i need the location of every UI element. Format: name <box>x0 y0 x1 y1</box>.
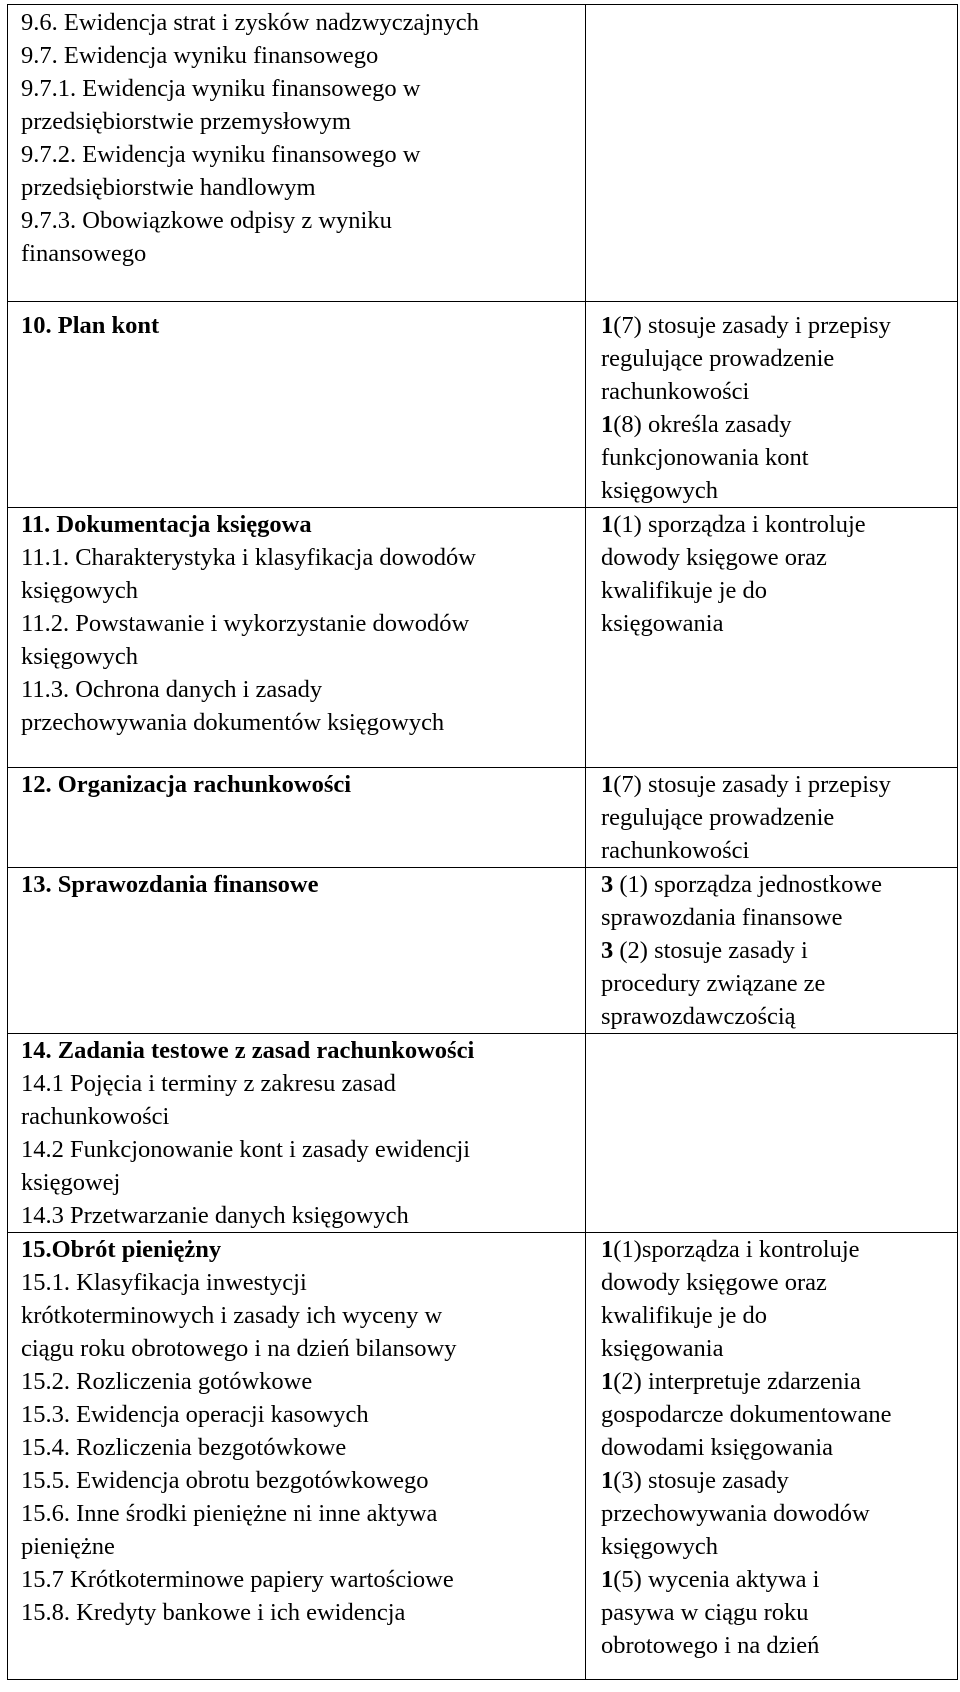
topic-line: 9.7.2. Ewidencja wyniku finansowego w <box>21 141 421 168</box>
outcome-line: 3 (1) sporządza jednostkowe <box>601 871 882 898</box>
topics-cell <box>8 5 586 302</box>
outcomes-cell <box>586 5 958 302</box>
outcomes-cell <box>586 768 958 868</box>
outcome-line: procedury związane ze <box>601 970 826 997</box>
document-page <box>7 4 957 1680</box>
outcome-line: funkcjonowania kont <box>601 444 809 471</box>
topic-line: 15.5. Ewidencja obrotu bezgotówkowego <box>21 1467 429 1494</box>
outcomes-cell <box>586 868 958 1034</box>
section-title: 15.Obrót pieniężny <box>21 1236 222 1263</box>
topic-line: rachunkowości <box>21 1103 170 1130</box>
outcomes-cell <box>586 302 958 508</box>
table-row <box>8 5 958 302</box>
topic-line: 14.3 Przetwarzanie danych księgowych <box>21 1202 409 1229</box>
topic-line: 9.6. Ewidencja strat i zysków nadzwyczajnych <box>21 9 479 36</box>
section-title: 14. Zadania testowe z zasad rachunkowości <box>21 1037 475 1064</box>
outcome-line: 1(5) wycenia aktywa i <box>601 1566 820 1593</box>
outcome-line: 1(8) określa zasady <box>601 411 792 438</box>
topic-line: 15.1. Klasyfikacja inwestycji <box>21 1269 307 1296</box>
topic-line: 15.3. Ewidencja operacji kasowych <box>21 1401 369 1428</box>
topic-line: 9.7. Ewidencja wyniku finansowego <box>21 42 379 69</box>
outcome-line: pasywa w ciągu roku <box>601 1599 809 1626</box>
outcomes-cell <box>586 508 958 768</box>
outcome-line: księgowania <box>601 610 724 637</box>
table-row <box>8 1034 958 1233</box>
topic-line: księgowych <box>21 643 139 670</box>
outcome-line: dowody księgowe oraz <box>601 544 827 571</box>
topic-line: 15.7 Krótkoterminowe papiery wartościowe <box>21 1566 454 1593</box>
outcome-line: obrotowego i na dzień <box>601 1632 820 1659</box>
outcome-line: regulujące prowadzenie <box>601 345 835 372</box>
topic-line: 11.1. Charakterystyka i klasyfikacja dowodów <box>21 544 476 571</box>
topic-line: 15.4. Rozliczenia bezgotówkowe <box>21 1434 347 1461</box>
topic-line: pieniężne <box>21 1533 115 1560</box>
outcome-line: regulujące prowadzenie <box>601 804 835 831</box>
outcome-line: księgowych <box>601 1533 719 1560</box>
topic-line: 9.7.3. Obowiązkowe odpisy z wyniku <box>21 207 392 234</box>
outcome-line: 1(3) stosuje zasady <box>601 1467 789 1494</box>
outcome-line: 1(7) stosuje zasady i przepisy <box>601 771 891 798</box>
table-row <box>8 508 958 768</box>
outcome-line: dowody księgowe oraz <box>601 1269 827 1296</box>
curriculum-table <box>7 4 958 1680</box>
topic-line: 14.2 Funkcjonowanie kont i zasady ewidencji <box>21 1136 471 1163</box>
topics-cell <box>8 1233 586 1680</box>
outcome-line: kwalifikuje je do <box>601 1302 768 1329</box>
topic-line: 11.3. Ochrona danych i zasady <box>21 676 323 703</box>
outcome-line: sprawozdawczością <box>601 1003 796 1030</box>
outcomes-cell <box>586 1034 958 1233</box>
section-title: 10. Plan kont <box>21 312 160 339</box>
table-row <box>8 768 958 868</box>
outcome-line: sprawozdania finansowe <box>601 904 843 931</box>
outcome-line: 1(7) stosuje zasady i przepisy <box>601 312 891 339</box>
outcome-line: rachunkowości <box>601 837 750 864</box>
topic-line: przedsiębiorstwie handlowym <box>21 174 316 201</box>
topic-line: krótkoterminowych i zasady ich wyceny w <box>21 1302 443 1329</box>
topic-line: 11.2. Powstawanie i wykorzystanie dowodów <box>21 610 470 637</box>
outcome-line: kwalifikuje je do <box>601 577 768 604</box>
topic-line: księgowej <box>21 1169 121 1196</box>
topic-line: 15.8. Kredyty bankowe i ich ewidencja <box>21 1599 406 1626</box>
topics-cell <box>8 302 586 508</box>
topic-line: 14.1 Pojęcia i terminy z zakresu zasad <box>21 1070 396 1097</box>
outcome-line: 3 (2) stosuje zasady i <box>601 937 808 964</box>
outcomes-cell <box>586 1233 958 1680</box>
outcome-line: dowodami księgowania <box>601 1434 834 1461</box>
outcome-line: 1(2) interpretuje zdarzenia <box>601 1368 861 1395</box>
outcome-line: księgowych <box>601 477 719 504</box>
topic-line: przechowywania dokumentów księgowych <box>21 709 445 736</box>
topic-line: księgowych <box>21 577 139 604</box>
topics-cell <box>8 1034 586 1233</box>
outcome-line: rachunkowości <box>601 378 750 405</box>
section-title: 12. Organizacja rachunkowości <box>21 771 352 798</box>
topic-line: 9.7.1. Ewidencja wyniku finansowego w <box>21 75 421 102</box>
outcome-line: księgowania <box>601 1335 724 1362</box>
topics-cell <box>8 868 586 1034</box>
table-row <box>8 868 958 1034</box>
outcome-line: 1(1) sporządza i kontroluje <box>601 511 866 538</box>
table-row <box>8 302 958 508</box>
topic-line: przedsiębiorstwie przemysłowym <box>21 108 351 135</box>
section-title: 13. Sprawozdania finansowe <box>21 871 319 898</box>
topics-cell <box>8 508 586 768</box>
topic-line: 15.6. Inne środki pieniężne ni inne aktywa <box>21 1500 438 1527</box>
table-row <box>8 1233 958 1680</box>
outcome-line: przechowywania dowodów <box>601 1500 870 1527</box>
topics-cell <box>8 768 586 868</box>
topic-line: finansowego <box>21 240 147 267</box>
outcome-line: 1(1)sporządza i kontroluje <box>601 1236 860 1263</box>
topic-line: ciągu roku obrotowego i na dzień bilansowy <box>21 1335 457 1362</box>
topic-line: 15.2. Rozliczenia gotówkowe <box>21 1368 313 1395</box>
section-title: 11. Dokumentacja księgowa <box>21 511 312 538</box>
outcome-line: gospodarcze dokumentowane <box>601 1401 892 1428</box>
